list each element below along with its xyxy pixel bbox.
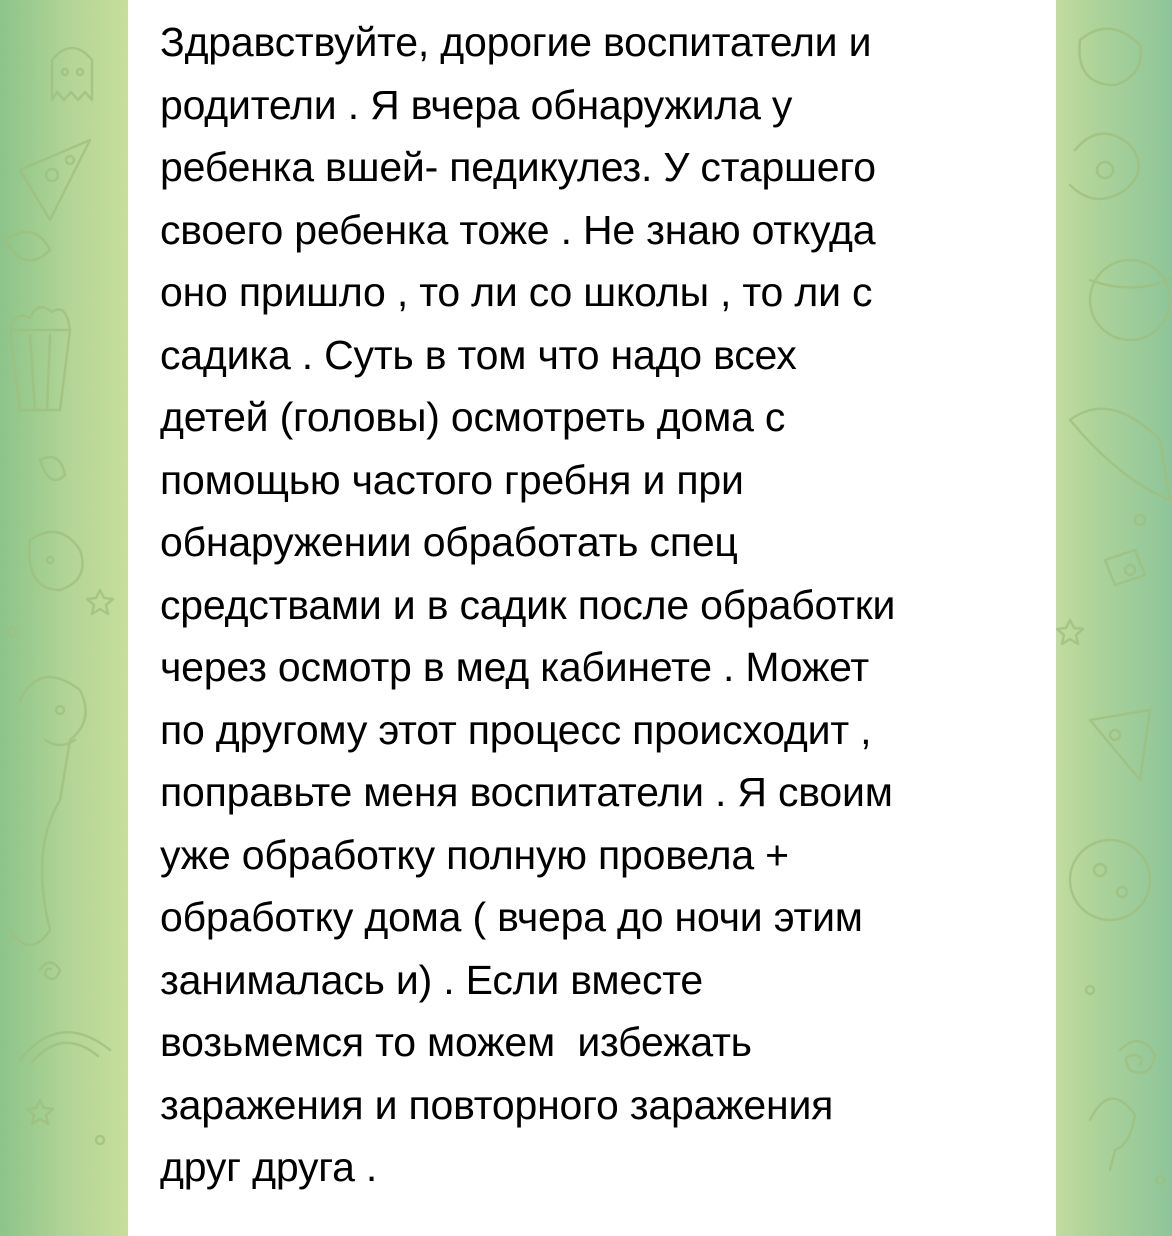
message-line: по другому этот процесс происходит , (160, 706, 872, 753)
message-line: детей (головы) осмотреть дома с (160, 394, 786, 440)
message-line: родители . Я вчера обнаружила у (160, 81, 793, 128)
message-line: обработку дома ( вчера до ночи этим (160, 894, 863, 940)
message-line: Здравствуйте, дорогие воспитатели и (160, 19, 872, 65)
message-line: средствами и в садик после обработки (160, 581, 896, 628)
message-line: поправьте меня воспитатели . Я своим (160, 769, 893, 815)
message-line: помощью частого гребня и при (160, 456, 744, 503)
message-line: через осмотр в мед кабинете . Может (160, 644, 869, 690)
message-text (160, 11, 1040, 1199)
message-line: оно пришло , то ли со школы , то ли с (160, 269, 873, 315)
message-line: возьмемся то можем избежать (160, 1019, 752, 1065)
message-line: садика . Суть в том что надо всех (160, 331, 797, 378)
message-line: уже обработку полную провела + (160, 831, 789, 878)
message-bubble[interactable] (128, 0, 1056, 1236)
message-line: своего ребенка тоже . Не знаю откуда (160, 206, 876, 253)
message-line: ребенка вшей- педикулез. У старшего (160, 144, 876, 190)
message-line: обнаружении обработать спец (160, 519, 738, 565)
message-line: друг друга . (160, 1144, 378, 1190)
message-line: занималась и) . Если вместе (160, 956, 703, 1003)
message-line: заражения и повторного заражения (160, 1081, 834, 1128)
